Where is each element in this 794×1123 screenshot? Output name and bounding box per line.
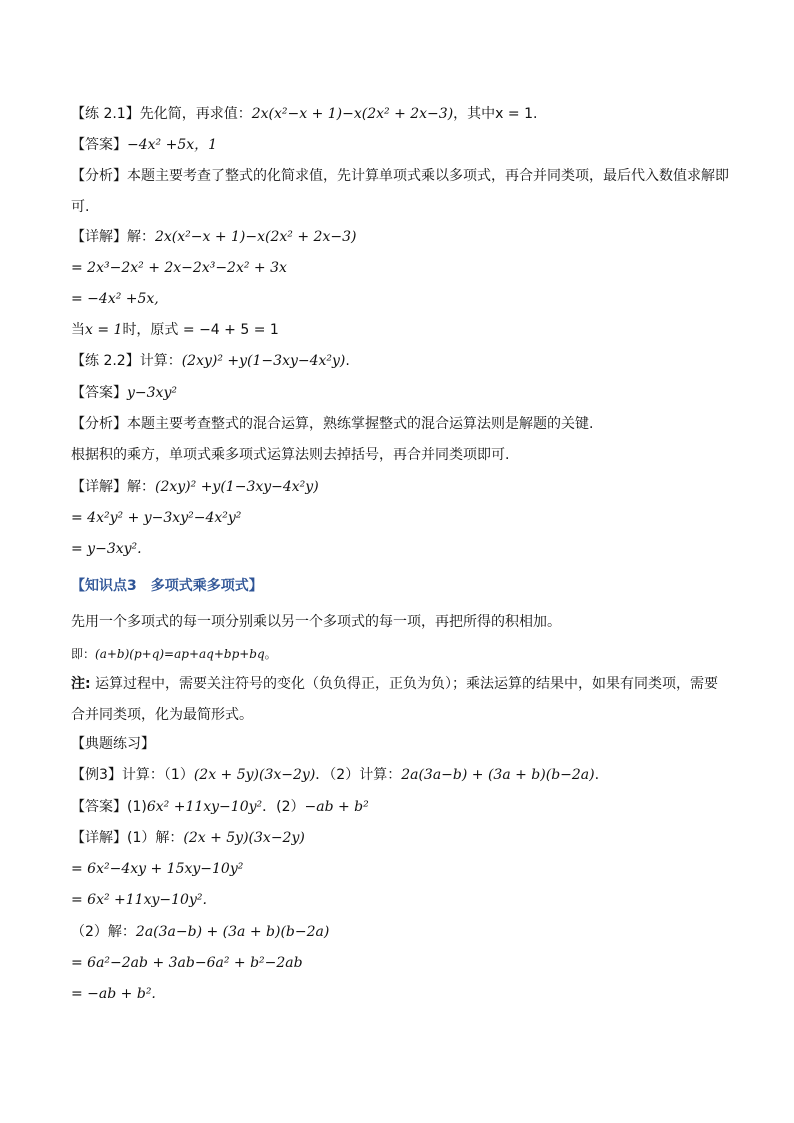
knowledge-point-3-formula: 即：(a+b)(p+q)=ap+aq+bp+bq。 [71, 647, 277, 661]
example-3-solution-1-start: 【详解】(1）解：(2x + 5y)(3x−2y) [71, 830, 305, 846]
exercise-2-1-solution-step-1: = 2x³−2x² + 2x−2x³−2x² + 3x [71, 260, 287, 276]
exercise-2-2-question: 【练 2.2】计算：(2xy)² +y(1−3xy−4x²y). [71, 353, 350, 369]
exercise-2-1-final-value: 当x = 1时，原式 = −4 + 5 = 1 [71, 322, 279, 338]
example-3-question: 【例3】计算：（1）(2x + 5y)(3x−2y)．（2）计算：2a(3a−b) + (3a + b)(b−2a). [71, 767, 600, 783]
exercise-2-2-solution-start: 【详解】解：(2xy)² +y(1−3xy−4x²y) [71, 479, 319, 495]
exercise-2-1-question: 【练 2.1】先化简，再求值：2x(x²−x + 1)−x(2x² + 2x−3)，其中x = 1. [71, 106, 538, 122]
exercise-2-1-solution-step-2: = −4x² +5x, [71, 291, 159, 307]
example-3-solution-2-start: （2）解：2a(3a−b) + (3a + b)(b−2a) [71, 924, 330, 940]
example-3-solution-2-step-2: = −ab + b². [71, 986, 156, 1002]
knowledge-point-3-rule: 先用一个多项式的每一项分别乘以另一个多项式的每一项，再把所得的积相加。 [71, 614, 561, 630]
example-3-solution-2-step-1: = 6a²−2ab + 3ab−6a² + b²−2ab [71, 955, 303, 971]
exercise-2-2-answer: 【答案】y−3xy² [71, 385, 177, 401]
typical-practice-heading: 【典题练习】 [71, 736, 155, 752]
exercise-2-1-answer: 【答案】−4x² +5x，1 [71, 137, 218, 153]
exercise-2-2-solution-step-2: = y−3xy². [71, 541, 142, 557]
example-3-solution-1-step-1: = 6x²−4xy + 15xy−10y² [71, 861, 244, 877]
exercise-2-2-solution-step-1: = 4x²y² + y−3xy²−4x²y² [71, 510, 242, 526]
exercise-2-1-analysis: 【分析】本题主要考查了整式的化简求值，先计算单项式乘以多项式，再合并同类项，最后代入数值求解即可. [71, 168, 729, 215]
exercise-2-1-solution-start: 【详解】解：2x(x²−x + 1)−x(2x² + 2x−3) [71, 229, 357, 245]
exercise-2-2-analysis-2: 根据积的乘方，单项式乘多项式运算法则去掉括号，再合并同类项即可. [71, 447, 510, 463]
example-3-answer: 【答案】(1)6x² +11xy−10y²．(2）−ab + b² [71, 799, 369, 815]
example-3-solution-1-step-2: = 6x² +11xy−10y². [71, 892, 207, 908]
knowledge-point-3-note: 注: 运算过程中，需要关注符号的变化（负负得正，正负为负）；乘法运算的结果中，如果有同类项，需要合并同类项，化为最简形式。 [71, 676, 719, 723]
knowledge-point-3-heading: 【知识点3 多项式乘多项式】 [71, 578, 263, 594]
exercise-2-2-analysis-1: 【分析】本题主要考查整式的混合运算，熟练掌握整式的混合运算法则是解题的关键. [71, 416, 594, 432]
